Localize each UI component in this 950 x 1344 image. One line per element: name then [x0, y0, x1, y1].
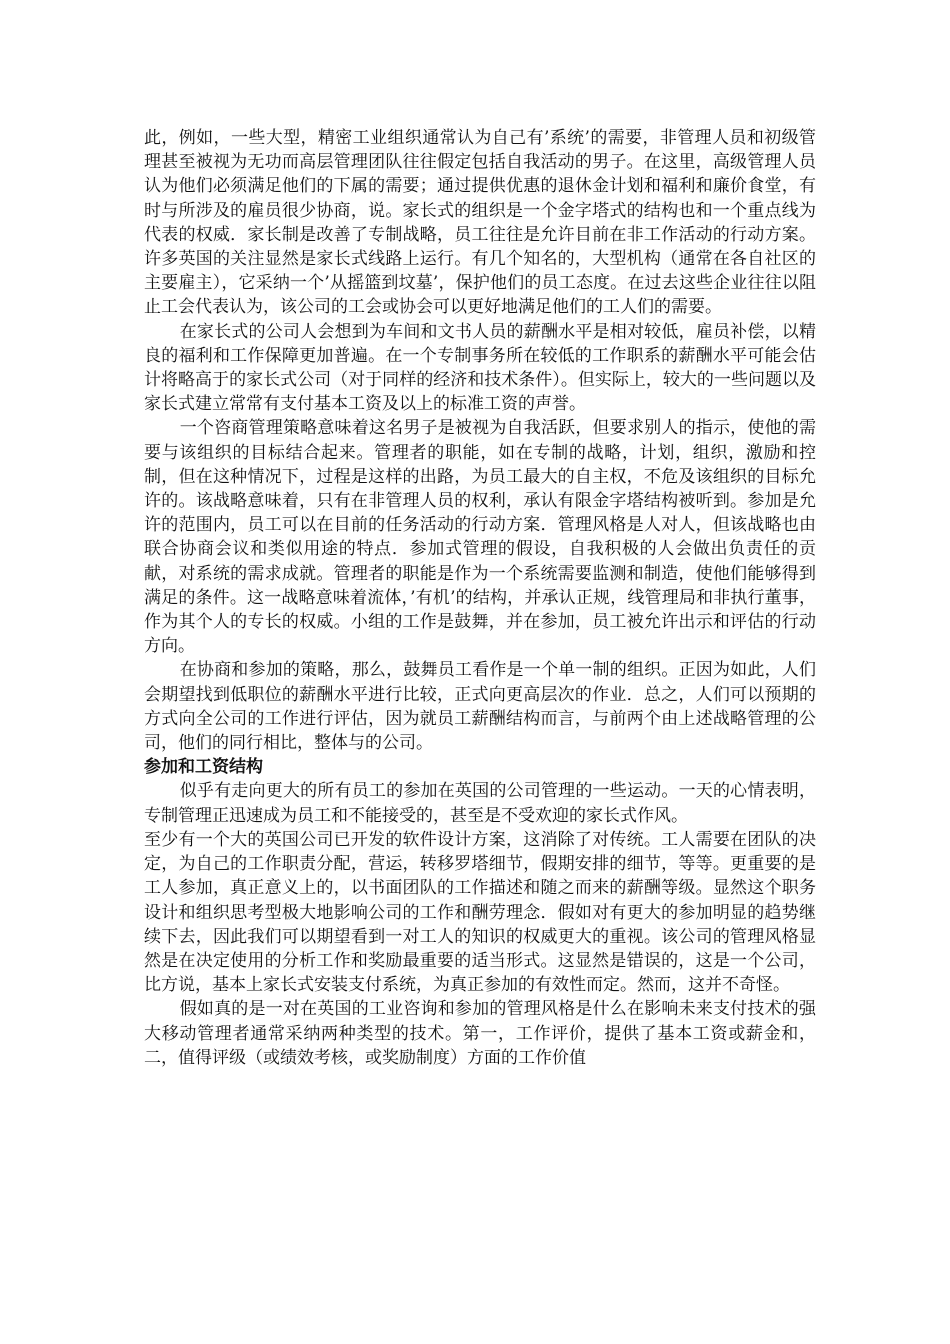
paragraph-software-design: 至少有一个大的英国公司已开发的软件设计方案，这消除了对传统。工人需要在团队的决定，为自己的工作职责分配，营运，转移罗塔细节，假期安排的细节，等等。更重要的是工人参加，真正意义上的，以书面团队的工作描述和随之而来的薪酬等级。显然这个职务设计和组织思考型极大地影响公司的工作和酬劳理念．假如对有更大的参加明显的趋势继续下去，因此我们可以期望看到一对工人的知识的权威更大的重视。该公司的管理风格显然是在决定使用的分析工作和奖励最重要的适当形式。这显然是错误的，这是一个公司，比方说，基本上家长式安装支付系统，为真正参加的有效性而定。然而，这并不奇怪。 [144, 829, 816, 996]
paragraph-pay-techniques: 假如真的是一对在英国的工业咨询和参加的管理风格是什么在影响未来支付技术的强大移动管理者通常采纳两种类型的技术。第一，工作评价，提供了基本工资或薪金和，二，值得评级（或绩效考核，或奖励制度）方面的工作价值 [144, 999, 816, 1068]
document-page [144, 126, 816, 1070]
paragraph-consultative-strategy: 一个咨商管理策略意味着这名男子是被视为自我活跃，但要求别人的指示，使他的需要与该组织的目标结合起来。管理者的职能，如在专制的战略，计划，组织，激励和控制，但在这种情况下，过程是这样的出路，为员工最大的自主权，不危及该组织的目标允许的。该战略意味着，只有在非管理人员的权利，承认有限金字塔结构被听到。参加是允许的范围内，员工可以在目前的任务活动的行动方案．管理风格是人对人，但该战略也由联合协商会议和类似用途的特点．参加式管理的假设，自我积极的人会做出负责任的贡献，对系统的需求成就。管理者的职能是作为一个系统需要监测和制造，使他们能够得到满足的条件。这一战略意味着流体，’有机’的结构，并承认正规，线管理局和非执行董事，作为其个人的专长的权威。小组的工作是鼓舞，并在参加，员工被允许出示和评估的行动方向。 [144, 418, 816, 657]
section-heading: 参加和工资结构 [144, 757, 263, 778]
paragraph-paternalism: 此，例如，一些大型，精密工业组织通常认为自己有’系统’的需要，非管理人员和初级管理甚至被视为无功而高层管理团队往往假定包括自我活动的男子。在这里，高级管理人员认为他们必须满足他们的下属的需要；通过提供优惠的退休金计划和福利和廉价食堂，有时与所涉及的雇员很少协商，说。家长式的组织是一个金字塔式的结构也和一个重点线为代表的权威．家长制是改善了专制战略，员工往往是允许目前在非工作活动的行动方案。许多英国的关注显然是家长式线路上运行。有几个知名的，大型机构（通常在各自社区的主要雇主），它采纳一个’从摇篮到坟墓’，保护他们的员工态度。在过去这些企业往往以阻止工会代表认为，该公司的工会或协会可以更好地满足他们的工人们的需要。 [144, 128, 816, 318]
paragraph-participation-movement: 似乎有走向更大的所有员工的参加在英国的公司管理的一些运动。一天的心情表明，专制管理正迅速成为员工和不能接受的，甚至是不受欢迎的家长式作风。 [144, 781, 816, 826]
paragraph-paternal-pay: 在家长式的公司人会想到为车间和文书人员的薪酬水平是相对较低，雇员补偿，以精良的福利和工作保障更加普遍。在一个专制事务所在较低的工作职系的薪酬水平可能会估计将略高于的家长式公司（对于同样的经济和技术条件）。但实际上，较大的一些问题以及家长式建立常常有支付基本工资及以上的标准工资的声誉。 [144, 321, 816, 415]
paragraph-participation-strategy: 在协商和参加的策略，那么，鼓舞员工看作是一个单一制的组织。正因为如此，人们会期望找到低职位的薪酬水平进行比较，正式向更高层次的作业．总之，人们可以预期的方式向全公司的工作进行评估，因为就员工薪酬结构而言，与前两个由上述战略管理的公司，他们的同行相比，整体与的公司。 [144, 660, 816, 754]
